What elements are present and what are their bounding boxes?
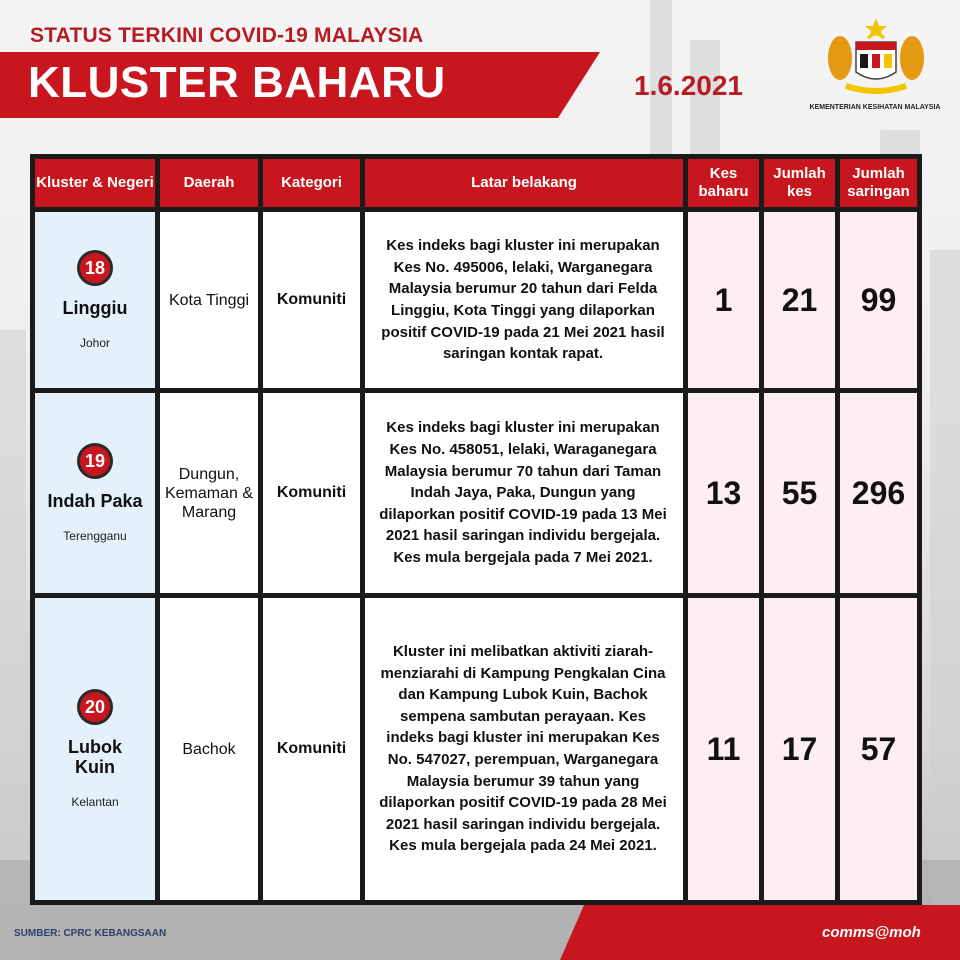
- kes-baharu-cell: 1: [688, 212, 759, 388]
- col-header-kes-baharu: Kes baharu: [688, 159, 759, 207]
- col-header-kategori: Kategori: [263, 159, 360, 207]
- kes-baharu-cell: 13: [688, 393, 759, 593]
- table-header-row: [35, 159, 917, 207]
- ministry-name: KEMENTERIAN KESIHATAN MALAYSIA: [809, 104, 941, 111]
- daerah-cell: Kota Tinggi: [160, 212, 258, 388]
- kategori-cell: Komuniti: [263, 393, 360, 593]
- jumlah-saringan-cell: 57: [840, 598, 917, 900]
- col-header-daerah: Daerah: [160, 159, 258, 207]
- jumlah-saringan-cell: 99: [840, 212, 917, 388]
- social-handle: comms@moh: [822, 924, 921, 941]
- latar-cell: Kes indeks bagi kluster ini merupakan Kes No. 458051, lelaki, Waraganegara Malaysia berumur 70 tahun dari Taman Indah Jaya, Paka, Dungun yang dilaporkan positif COVID-19 pada 13 Mei 2021 hasil saringan individu bergejala. Kes mula bergejala pada 7 Mei 2021.: [365, 393, 683, 593]
- kategori-cell: Komuniti: [263, 212, 360, 388]
- jumlah-kes-cell: 21: [764, 212, 835, 388]
- table-row: [35, 393, 917, 593]
- latar-cell: Kes indeks bagi kluster ini merupakan Kes No. 495006, lelaki, Warganegara Malaysia berumur 20 tahun dari Felda Linggiu, Kota Tinggi yang dilaporkan positif COVID-19 pada 21 Mei 2021 hasil saringan kontak rapat.: [365, 212, 683, 388]
- malaysia-coat-of-arms-icon: [824, 16, 928, 100]
- daerah-cell: Dungun, Kemaman & Marang: [160, 393, 258, 593]
- cluster-number-badge: 20: [77, 689, 113, 725]
- cluster-cell: [35, 598, 155, 900]
- cluster-cell: [35, 212, 155, 388]
- col-header-latar: Latar belakang: [365, 159, 683, 207]
- cluster-number-badge: 19: [77, 443, 113, 479]
- cluster-name: Lubok Kuin: [68, 737, 122, 777]
- jumlah-kes-cell: 17: [764, 598, 835, 900]
- jumlah-kes-cell: 55: [764, 393, 835, 593]
- cluster-number-badge: 18: [77, 250, 113, 286]
- cluster-state: Kelantan: [71, 795, 119, 809]
- kes-baharu-cell: 11: [688, 598, 759, 900]
- latar-cell: Kluster ini melibatkan aktiviti ziarah-menziarahi di Kampung Pengkalan Cina dan Kampung Lubok Kuin, Bachok sempena sambutan perayaan. Kes indeks bagi kluster ini merupakan Kes No. 547027, perempuan, Warganegara Malaysia berumur 39 tahun yang dilaporkan positif COVID-19 pada 28 Mei 2021 hasil saringan individu bergejala. Kes mula bergejala pada 24 Mei 2021.: [365, 598, 683, 900]
- header-subtitle: STATUS TERKINI COVID-19 MALAYSIA: [30, 24, 424, 47]
- page-title: KLUSTER BAHARU: [28, 58, 446, 107]
- cluster-table: [30, 154, 922, 905]
- table-row: [35, 598, 917, 900]
- source-note: SUMBER: CPRC KEBANGSAAN: [14, 928, 167, 939]
- table-row: [35, 212, 917, 388]
- jumlah-saringan-cell: 296: [840, 393, 917, 593]
- kategori-cell: Komuniti: [263, 598, 360, 900]
- cluster-name: Indah Paka: [47, 491, 143, 511]
- report-date: 1.6.2021: [634, 70, 743, 101]
- cluster-cell: [35, 393, 155, 593]
- cluster-state: Johor: [79, 336, 111, 350]
- daerah-cell: Bachok: [160, 598, 258, 900]
- col-header-kluster: Kluster & Negeri: [35, 159, 155, 207]
- cluster-state: Terengganu: [63, 529, 127, 543]
- col-header-jumlah-kes: Jumlah kes: [764, 159, 835, 207]
- cluster-name: Linggiu: [62, 298, 128, 318]
- col-header-jumlah-saringan: Jumlah saringan: [840, 159, 917, 207]
